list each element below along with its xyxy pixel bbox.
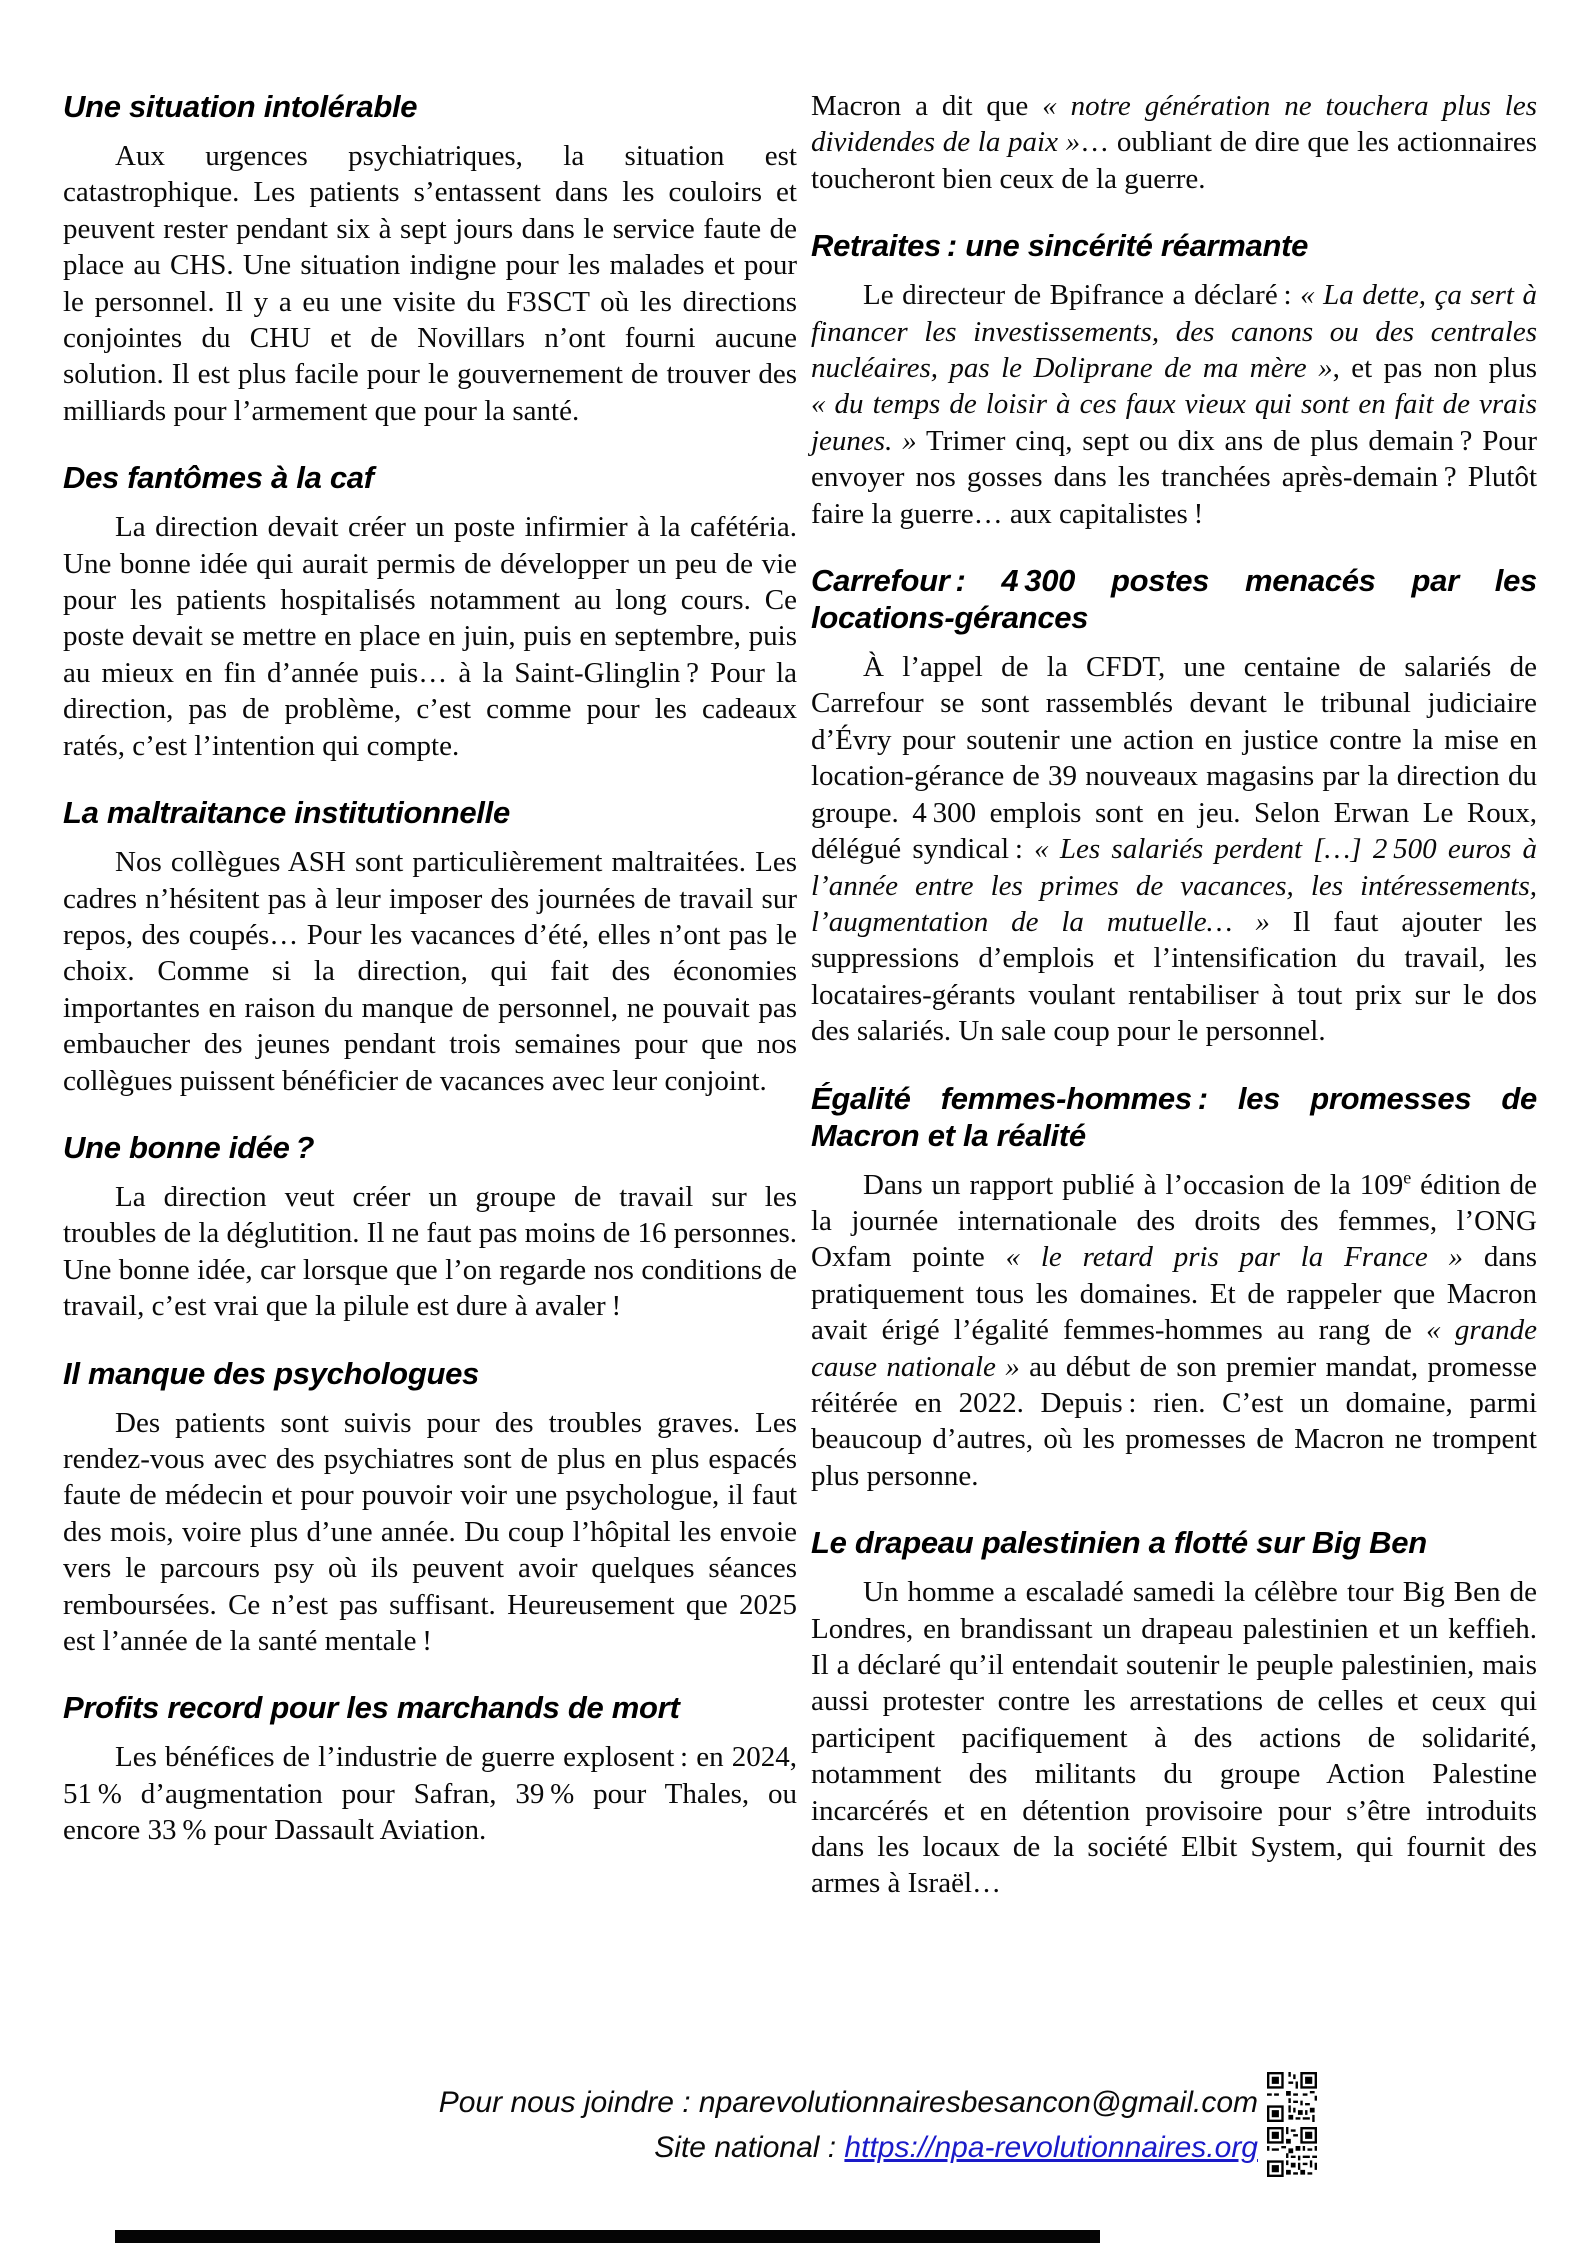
section-carrefour bbox=[811, 562, 1537, 1049]
heading-drapeau-palestinien: Le drapeau palestinien a flotté sur Big Ben bbox=[811, 1525, 1427, 1561]
paragraph-une-bonne-idee: La direction veut créer un groupe de travail sur les troubles de la déglutition. Il ne faut pas moins de 16 personnes. Une bonne idée, car lorsque que l’on regarde nos conditions de travail, c’est vrai que la pilule est dure à avaler ! bbox=[63, 1180, 797, 1323]
heading-carrefour: Carrefour : 4 300 postes menacés par les locations-gérances bbox=[811, 563, 1537, 636]
section-continuation-macron bbox=[811, 88, 1537, 197]
section-la-maltraitance-institutionnelle bbox=[63, 794, 797, 1099]
paragraph-des-fantomes-a-la-caf: La direction devait créer un poste infirmier à la cafétéria. Une bonne idée qui aurait permis de développer un peu de vie pour les patients hospitalisés notamment au long cours. Ce poste devait se mettre en place en juin, puis en septembre, puis au mieux en fin d’année puis… à la Saint-Glinglin ? Pour la direction, pas de problème, c’est comme pour les cadeaux ratés, c’est l’intention qui compte. bbox=[63, 511, 797, 762]
heading-profits-record: Profits record pour les marchands de mort bbox=[63, 1690, 680, 1726]
section-une-bonne-idee bbox=[63, 1129, 797, 1325]
paragraph-il-manque-des-psychologues: Des patients sont suivis pour des troubles graves. Les rendez-vous avec des psychiatres sont de plus en plus espacés faute de médecin et pour pouvoir voir une psychologue, il faut des mois, voire plus d’une année. Du coup l’hôpital les envoie vers le parcours psy où ils peuvent avoir quelques séances remboursées. Ce n’est pas suffisant. Heureusement que 2025 est l’année de la santé mentale ! bbox=[63, 1406, 797, 1657]
right-column bbox=[811, 88, 1537, 1902]
section-egalite-femmes-hommes bbox=[811, 1080, 1537, 1495]
heading-egalite-femmes-hommes: Égalité femmes-hommes : les promesses de Macron et la réalité bbox=[811, 1080, 1537, 1153]
paragraph-continuation-macron: Macron a dit que « notre génération ne touchera plus les dividendes de la paix »… oubliant de dire que les actionnaires toucheront bien ceux de la guerre. bbox=[811, 90, 1538, 195]
qr-code-email-icon bbox=[1267, 2072, 1317, 2122]
footer-contact-block bbox=[439, 2072, 1258, 2170]
heading-des-fantomes-a-la-caf: Des fantômes à la caf bbox=[63, 460, 374, 496]
footer-site-line bbox=[439, 2125, 1258, 2170]
paragraph-une-situation-intolerable: Aux urgences psychiatriques, la situation est catastrophique. Les patients s’entassent dans les couloirs et peuvent rester pendant six à sept jours dans le service faute de place au CHS. Une situation indigne pour les malades et pour le personnel. Il y a eu une visite du F3SCT où les directions conjointes du CHU et de Novillars n’ont fourni aucune solution. Il est plus facile pour le gouvernement de trouver des milliards pour l’armement que pour la santé. bbox=[63, 140, 797, 427]
section-retraites bbox=[811, 227, 1537, 532]
contact-email: nparevolutionnairesbesancon@gmail.com bbox=[698, 2086, 1258, 2119]
heading-une-bonne-idee: Une bonne idée ? bbox=[63, 1129, 315, 1165]
paragraph-retraites: Le directeur de Bpifrance a déclaré : « La dette, ça sert à financer les investissements, des canons ou des centrales nucléaires, pas le Doliprane de ma mère », et pas non plus « du temps de loisir à ces faux vieux qui sont en fait de vrais jeunes. » Trimer cinq, sept ou dix ans de plus demain ? Pour envoyer nos gosses dans les tranchées après-demain ? Plutôt faire la guerre… aux capitalistes ! bbox=[811, 279, 1538, 530]
heading-une-situation-intolerable: Une situation intolérable bbox=[63, 89, 418, 124]
paragraph-carrefour: À l’appel de la CFDT, une centaine de salariés de Carrefour se sont rassemblés devant le tribunal judiciaire d’Évry pour soutenir une action en justice contre la mise en location-gérance de 39 nouveaux magasins par la direction du groupe. 4 300 emplois sont en jeu. Selon Erwan Le Roux, délégué syndical : « Les salariés perdent […] 2 500 euros à l’année entre les primes de vacances, les intéressements, l’augmentation de la mutuelle… » Il faut ajouter les suppressions d’emplois et l’intensification du travail, les locataires-gérants voulant rentabiliser à tout prix sur le dos des salariés. Un sale coup pour le personnel. bbox=[811, 651, 1537, 1048]
site-link[interactable]: https://npa-revolutionnaires.org bbox=[844, 2131, 1258, 2164]
section-des-fantomes-a-la-caf bbox=[63, 459, 797, 764]
contact-label: Pour nous joindre : bbox=[438, 2086, 699, 2119]
paragraph-profits-record: Les bénéfices de l’industrie de guerre explosent : en 2024, 51 % d’augmentation pour Safran, 39 % pour Thales, ou encore 33 % pour Dassault Aviation. bbox=[63, 1741, 797, 1847]
paragraph-egalite-femmes-hommes: Dans un rapport publié à l’occasion de la 109e édition de la journée internationale des droits des femmes, l’ONG Oxfam pointe « le retard pris par la France » dans pratiquement tous les domaines. Et de rappeler que Macron avait érigé l’égalité femmes-hommes au rang de « grande cause nationale » au début de son premier mandat, promesse réitérée en 2022. Depuis : rien. C’est un domaine, parmi beaucoup d’autres, où les promesses de Macron ne trompent plus personne. bbox=[811, 1166, 1538, 1492]
qr-stack bbox=[1267, 2072, 1317, 2177]
bottom-edge-bar bbox=[115, 2230, 1100, 2243]
paragraph-la-maltraitance-institutionnelle: Nos collègues ASH sont particulièrement maltraitées. Les cadres n’hésitent pas à leur imposer des journées de travail sur repos, des coupés… Pour les vacances d’été, elles n’ont pas le choix. Comme si la direction, qui fait des économies importantes en raison du manque de personnel, ne pouvait pas embaucher des jeunes pendant trois semaines pour que nos collègues puissent bénéficier de vacances avec leur conjoint. bbox=[63, 846, 797, 1097]
site-label: Site national : bbox=[654, 2131, 845, 2164]
qr-code-site-icon bbox=[1267, 2127, 1317, 2177]
section-il-manque-des-psychologues bbox=[63, 1355, 797, 1660]
section-une-situation-intolerable bbox=[63, 88, 797, 429]
footer bbox=[439, 2072, 1317, 2177]
text-columns bbox=[63, 88, 1537, 1902]
heading-il-manque-des-psychologues: Il manque des psychologues bbox=[63, 1355, 479, 1391]
paragraph-drapeau-palestinien: Un homme a escaladé samedi la célèbre tour Big Ben de Londres, en brandissant un drapeau palestinien et un keffieh. Il a déclaré qu’il entendait soutenir le peuple palestinien, mais aussi protester contre les arrestations de celles et ceux qui participent pacifiquement à des actions de solidarité, notamment des militants du groupe Action Palestine incarcérés et en détention provisoire pour s’être introduits dans les locaux de la société Elbit System, qui fournit des armes à Israël… bbox=[811, 1576, 1537, 1900]
heading-retraites: Retraites : une sincérité réarmante bbox=[811, 228, 1309, 264]
left-column bbox=[63, 88, 797, 1902]
footer-contact-line bbox=[439, 2080, 1258, 2125]
section-profits-record bbox=[63, 1689, 797, 1848]
heading-la-maltraitance-institutionnelle: La maltraitance institutionnelle bbox=[63, 795, 510, 831]
section-drapeau-palestinien bbox=[811, 1524, 1537, 1902]
